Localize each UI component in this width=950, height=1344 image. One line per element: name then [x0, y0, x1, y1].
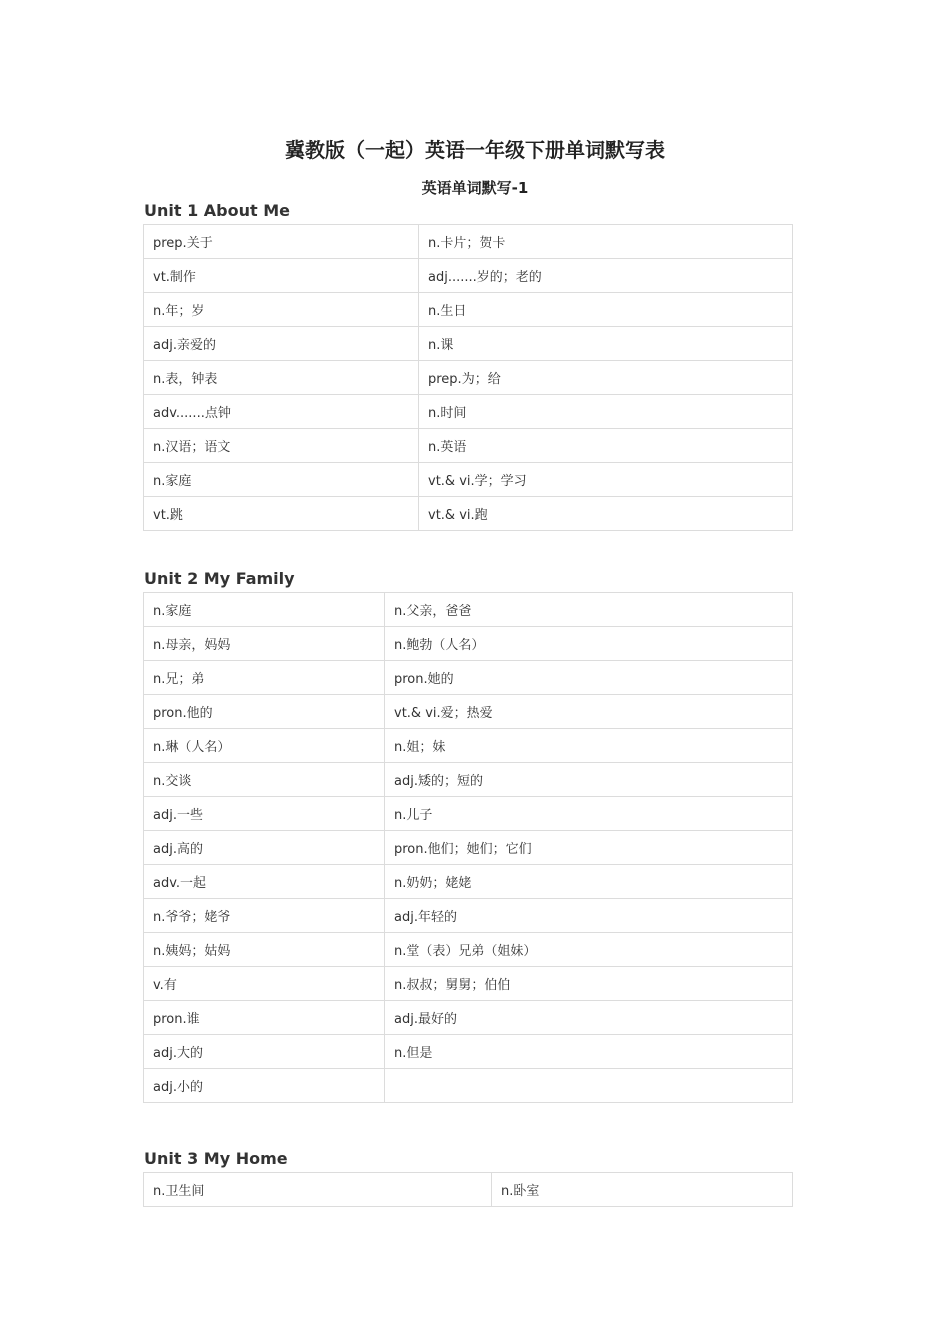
table-row — [144, 1035, 793, 1069]
table-cell: n.课 — [419, 327, 793, 361]
table-row — [144, 463, 793, 497]
table-cell: pron.他们；她们；它们 — [385, 831, 793, 865]
table-cell: n.时间 — [419, 395, 793, 429]
table-cell: adj.年轻的 — [385, 899, 793, 933]
table-cell: n.姨妈；姑妈 — [144, 933, 385, 967]
table-cell: vt.& vi.爱；热爱 — [385, 695, 793, 729]
table-cell: adv.......点钟 — [144, 395, 419, 429]
table-cell: n.交谈 — [144, 763, 385, 797]
table-cell: n.卡片；贺卡 — [419, 225, 793, 259]
table-row — [144, 395, 793, 429]
table-cell: pron.谁 — [144, 1001, 385, 1035]
table-row — [144, 797, 793, 831]
unit-1-heading: Unit 1 About Me — [144, 201, 290, 220]
table-cell: adj.亲爱的 — [144, 327, 419, 361]
table-row — [144, 865, 793, 899]
table-cell: n.叔叔；舅舅；伯伯 — [385, 967, 793, 1001]
table-cell: n.卧室 — [492, 1173, 793, 1207]
unit-1-table — [143, 224, 793, 531]
table-cell: n.汉语；语文 — [144, 429, 419, 463]
table-row — [144, 627, 793, 661]
table-row — [144, 695, 793, 729]
unit-2-heading: Unit 2 My Family — [144, 569, 295, 588]
table-cell: n.姐；妹 — [385, 729, 793, 763]
table-row — [144, 1069, 793, 1103]
document-subtitle: 英语单词默写-1 — [421, 179, 529, 197]
table-cell: n.卫生间 — [144, 1173, 492, 1207]
table-row — [144, 661, 793, 695]
table-cell: prep.为；给 — [419, 361, 793, 395]
table-cell: n.但是 — [385, 1035, 793, 1069]
table-cell: n.奶奶；姥姥 — [385, 865, 793, 899]
table-cell: vt.跳 — [144, 497, 419, 531]
table-row — [144, 967, 793, 1001]
table-row — [144, 899, 793, 933]
table-cell: adj.矮的；短的 — [385, 763, 793, 797]
table-cell: adj.小的 — [144, 1069, 385, 1103]
table-cell: prep.关于 — [144, 225, 419, 259]
table-cell: adv.一起 — [144, 865, 385, 899]
table-cell: adj.一些 — [144, 797, 385, 831]
table-row — [144, 763, 793, 797]
table-row — [144, 225, 793, 259]
table-cell: n.家庭 — [144, 463, 419, 497]
table-cell: adj.大的 — [144, 1035, 385, 1069]
table-cell: n.表，钟表 — [144, 361, 419, 395]
table-cell: n.兄；弟 — [144, 661, 385, 695]
unit-3-heading: Unit 3 My Home — [144, 1149, 288, 1168]
table-cell: n.爷爷；姥爷 — [144, 899, 385, 933]
table-cell: n.英语 — [419, 429, 793, 463]
table-cell: vt.& vi.学；学习 — [419, 463, 793, 497]
table-cell: pron.他的 — [144, 695, 385, 729]
table-row — [144, 497, 793, 531]
table-row — [144, 831, 793, 865]
table-cell: n.家庭 — [144, 593, 385, 627]
table-row — [144, 933, 793, 967]
unit-2-table — [143, 592, 793, 1103]
table-cell: n.母亲，妈妈 — [144, 627, 385, 661]
table-cell: n.鲍勃（人名） — [385, 627, 793, 661]
table-row — [144, 361, 793, 395]
table-row — [144, 593, 793, 627]
table-row — [144, 1173, 793, 1207]
table-row — [144, 729, 793, 763]
table-row — [144, 327, 793, 361]
table-row — [144, 1001, 793, 1035]
table-row — [144, 293, 793, 327]
table-cell: adj.最好的 — [385, 1001, 793, 1035]
table-cell: n.生日 — [419, 293, 793, 327]
document-title: 冀教版（一起）英语一年级下册单词默写表 — [285, 138, 665, 162]
table-cell: vt.& vi.跑 — [419, 497, 793, 531]
table-cell: n.琳（人名） — [144, 729, 385, 763]
unit-3-table — [143, 1172, 793, 1207]
table-cell: n.父亲，爸爸 — [385, 593, 793, 627]
table-cell: vt.制作 — [144, 259, 419, 293]
table-cell: n.儿子 — [385, 797, 793, 831]
table-cell: pron.她的 — [385, 661, 793, 695]
table-cell: adj.高的 — [144, 831, 385, 865]
table-row — [144, 259, 793, 293]
table-cell: adj.......岁的；老的 — [419, 259, 793, 293]
table-row — [144, 429, 793, 463]
table-cell: n.堂（表）兄弟（姐妹） — [385, 933, 793, 967]
table-cell: n.年；岁 — [144, 293, 419, 327]
table-cell — [385, 1069, 793, 1103]
table-cell: v.有 — [144, 967, 385, 1001]
